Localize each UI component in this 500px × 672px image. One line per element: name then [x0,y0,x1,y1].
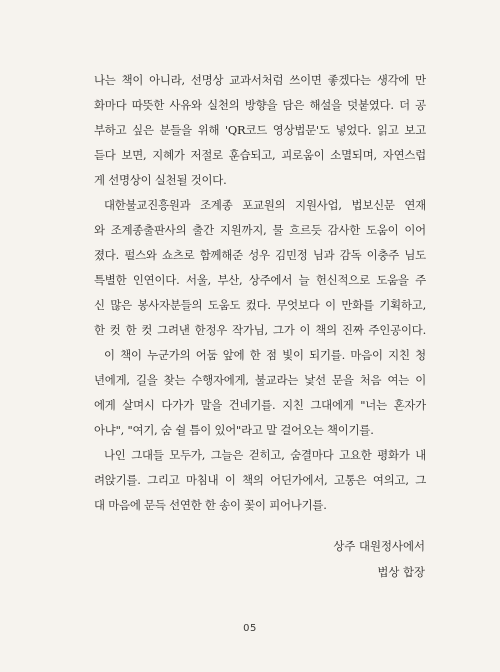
signature-author: 법상 합장 [377,565,425,579]
paragraph-2-line-2: 와 조계종출판사의 출간 지원까지, 물 흐르듯 감사한 도움이 이어 [94,223,426,237]
paragraph-3-line-1: 이 책이 누군가의 어둠 앞에 한 점 빛이 되기를. 마음이 지친 청 [104,348,426,362]
paragraph-2-line-3: 졌다. 펄스와 쇼츠로 함께해준 성우 김민정 님과 감독 이충주 님도 [94,248,426,262]
paragraph-2-line-6: 한 컷 한 컷 그려낸 한정우 작가님, 그가 이 책의 진짜 주인공이다. [94,323,426,337]
signature-organization: 상주 대원정사에서 [333,539,425,553]
paragraph-3-line-4: 아냐", "여기, 숨 쉴 틈이 있어"라고 말 걸어오는 책이기를. [94,423,374,437]
paragraph-1-line-4: 듣다 보면, 지혜가 저절로 훈습되고, 괴로움이 소멸되며, 자연스럽 [94,148,426,162]
paragraph-2-line-5: 신 많은 봉사자분들의 도움도 컸다. 무엇보다 이 만화를 기획하고, [94,298,426,312]
paragraph-4-line-3: 대 마음에 문득 선연한 한 송이 꽃이 피어나기를. [94,498,327,512]
paragraph-2-line-4: 특별한 인연이다. 서울, 부산, 상주에서 늘 헌신적으로 도움을 주 [94,273,426,287]
paragraph-1-line-3: 부하고 싶은 분들을 위해 'QR코드 영상법문'도 넣었다. 읽고 보고 [94,123,426,137]
paragraph-1-line-2: 화마다 따뜻한 사유와 실천의 방향을 담은 해설을 덧붙였다. 더 공 [94,98,426,112]
paragraph-4-line-2: 려앉기를. 그리고 마침내 이 책의 어딘가에서, 고통은 여의고, 그 [94,473,426,487]
paragraph-1-line-5: 게 선명상이 실천될 것이다. [94,173,227,187]
paragraph-3-line-3: 에게 살며시 다가가 말을 건네기를. 지친 그대에게 "너는 혼자가 [94,398,426,412]
paragraph-3-line-2: 년에게, 길을 찾는 수행자에게, 불교라는 낯선 문을 처음 여는 이 [94,373,426,387]
paragraph-2-line-1: 대한불교진흥원과 조계종 포교원의 지원사업, 법보신문 연재 [104,198,426,212]
page-number: 05 [243,623,257,634]
paragraph-4-line-1: 나인 그대들 모두가, 그늘은 걷히고, 숨결마다 고요한 평화가 내 [104,448,426,462]
preface-body [94,68,426,518]
paragraph-1-line-1: 나는 책이 아니라, 선명상 교과서처럼 쓰이면 좋겠다는 생각에 만 [94,73,426,87]
